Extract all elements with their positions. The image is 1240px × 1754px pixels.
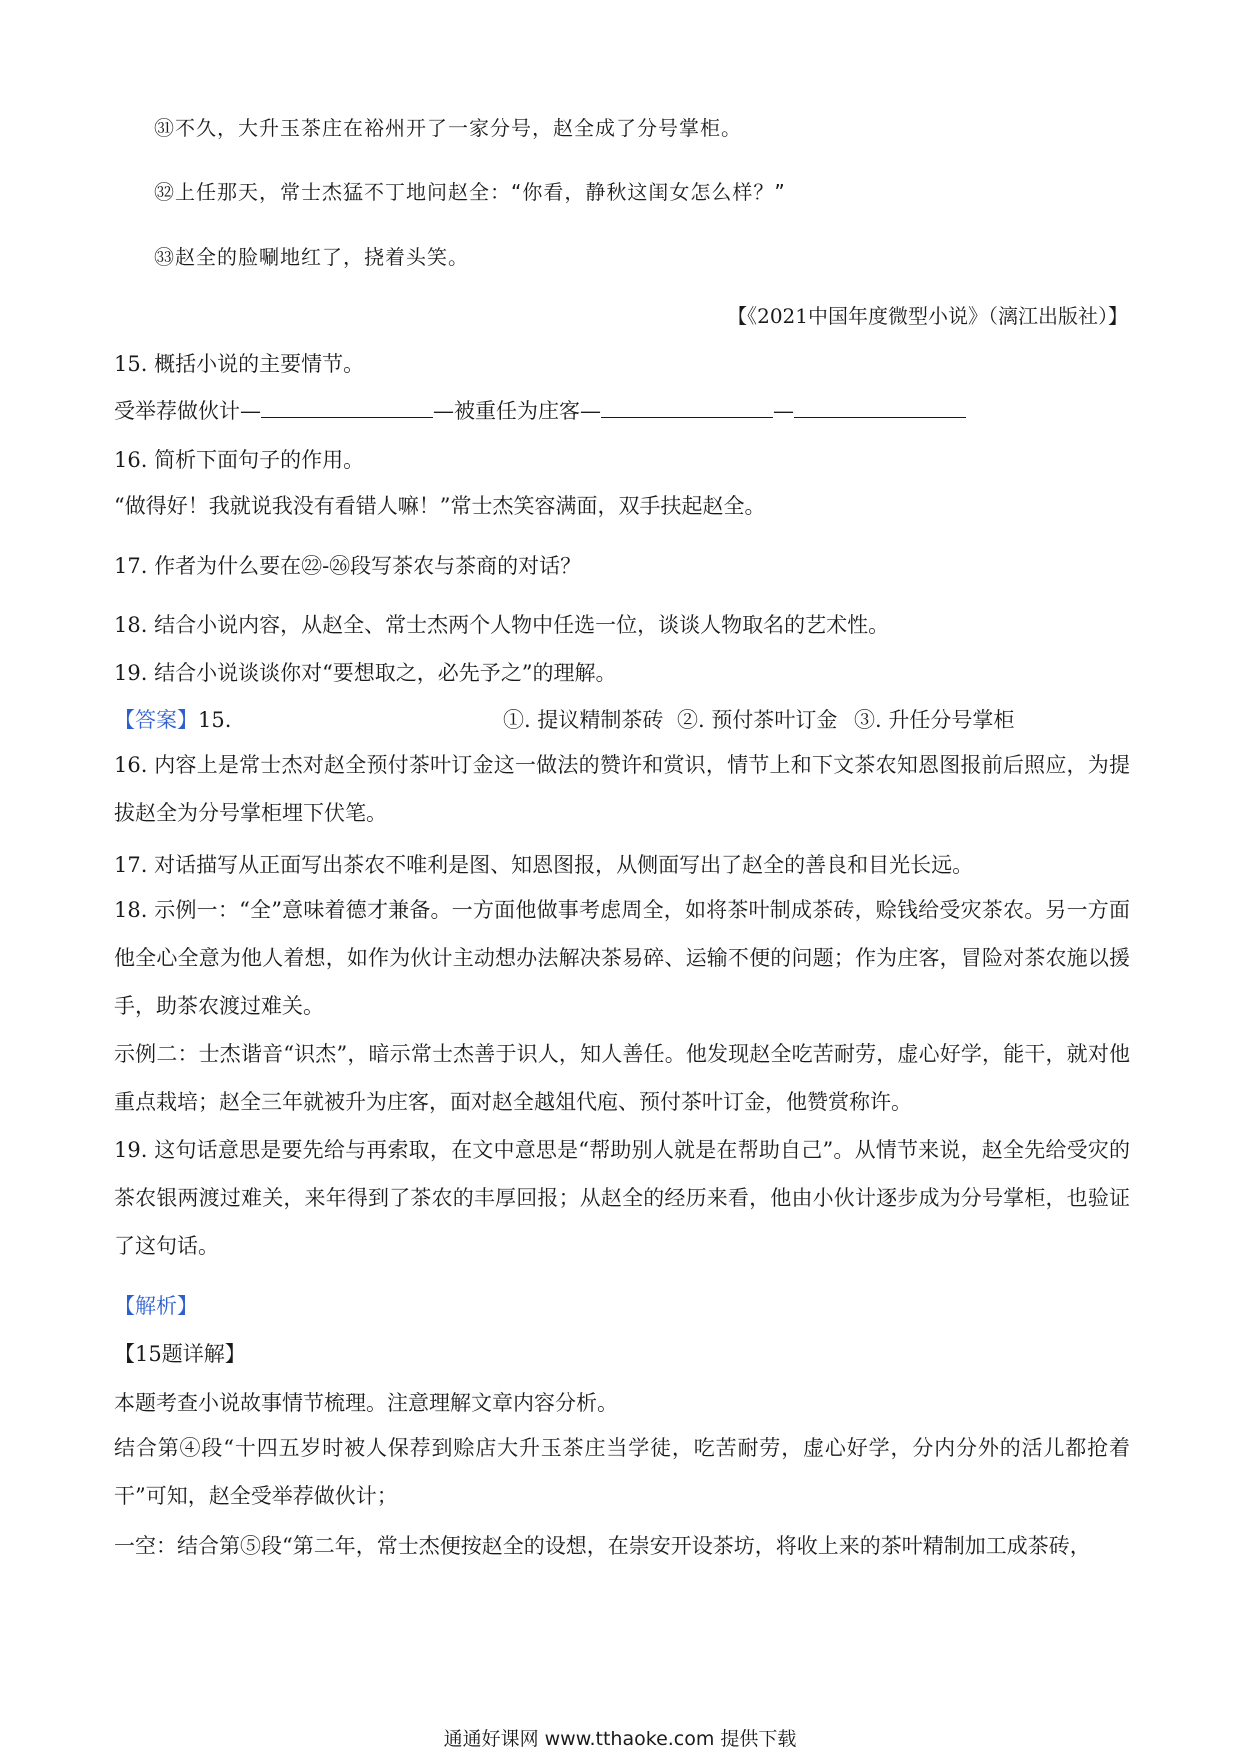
story-paragraph-32: ㉜上任那天，常士杰猛不丁地问赵全：“你看，静秋这闺女怎么样？” xyxy=(154,180,786,204)
story-paragraph-31: ㉛不久，大升玉茶庄在裕州开了一家分号，赵全成了分号掌柜。 xyxy=(154,116,742,140)
answer-label: 【答案】 xyxy=(114,708,198,732)
answer-17: 17. 对话描写从正面写出茶农不唯利是图、知恩图报，从侧面写出了赵全的善良和目光长远。 xyxy=(114,853,974,877)
answer-15-number: 15. xyxy=(198,708,232,732)
source-citation: 【《2021中国年度微型小说》（漓江出版社）】 xyxy=(727,304,1128,328)
question-19: 19. 结合小说谈谈你对“要想取之，必先予之”的理解。 xyxy=(114,661,617,685)
fill-middle: —被重任为庄客— xyxy=(433,399,601,423)
fill-dash: — xyxy=(773,399,794,423)
answer-15-item-1: ①. 提议精制茶砖 xyxy=(503,708,664,732)
analysis-label: 【解析】 xyxy=(114,1294,198,1318)
answer-18-example-2: 示例二：士杰谐音“识杰”，暗示常士杰善于识人，知人善任。他发现赵全吃苦耐劳，虚心好学，能干，就对他重点栽培；赵全三年就被升为庄客，面对赵全越俎代庖、预付茶叶订金，他赞赏称许。 xyxy=(114,1042,1130,1114)
answer-15-row xyxy=(114,706,1015,734)
answer-18-example-1: 18. 示例一：“全”意味着德才兼备。一方面他做事考虑周全，如将茶叶制成茶砖，赊钱给受灾茶农。另一方面他全心全意为他人着想，如作为伙计主动想办法解决茶易碎、运输不便的问题；作为庄客，冒险对茶农施以援手，助茶农渡过难关。 xyxy=(114,898,1130,1018)
analysis-15-paragraph-2: 结合第④段“十四五岁时被人保荐到赊店大升玉茶庄当学徒，吃苦耐劳，虚心好学，分内分外的活儿都抢着干”可知，赵全受举荐做伙计； xyxy=(114,1436,1130,1508)
analysis-15-heading: 【15题详解】 xyxy=(114,1342,246,1366)
analysis-15-paragraph-3: 一空：结合第⑤段“第二年，常士杰便按赵全的设想，在崇安开设茶坊，将收上来的茶叶精制加工成茶砖， xyxy=(114,1534,1091,1558)
fill-prefix: 受举荐做伙计— xyxy=(114,399,261,423)
question-17: 17. 作者为什么要在㉒-㉖段写茶农与茶商的对话？ xyxy=(114,554,582,578)
question-15-fill-line xyxy=(114,397,966,425)
answer-15-item-3: ③. 升任分号掌柜 xyxy=(854,708,1015,732)
answer-16: 16. 内容上是常士杰对赵全预付茶叶订金这一做法的赞许和赏识，情节上和下文茶农知恩图报前后照应，为提拔赵全为分号掌柜埋下伏笔。 xyxy=(114,753,1130,825)
answer-19: 19. 这句话意思是要先给与再索取，在文中意思是“帮助别人就是在帮助自己”。从情节来说，赵全先给受灾的茶农银两渡过难关，来年得到了茶农的丰厚回报；从赵全的经历来看，他由小伙计逐步成为分号掌柜，也验证了这句话。 xyxy=(114,1138,1130,1258)
story-paragraph-33: ㉝赵全的脸唰地红了，挠着头笑。 xyxy=(154,245,469,269)
question-18: 18. 结合小说内容，从赵全、常士杰两个人物中任选一位，谈谈人物取名的艺术性。 xyxy=(114,613,890,637)
answer-blank-1[interactable] xyxy=(261,399,433,418)
question-16: 16. 简析下面句子的作用。 xyxy=(114,448,365,472)
analysis-15-intro: 本题考查小说故事情节梳理。注意理解文章内容分析。 xyxy=(114,1391,618,1415)
question-15: 15. 概括小说的主要情节。 xyxy=(114,352,365,376)
answer-15-item-2: ②. 预付茶叶订金 xyxy=(677,708,838,732)
footer-watermark: 通通好课网 www.tthaoke.com 提供下载 xyxy=(443,1728,797,1750)
answer-blank-3[interactable] xyxy=(794,399,966,418)
answer-blank-2[interactable] xyxy=(601,399,773,418)
question-16-quote: “做得好！我就说我没有看错人嘛！”常士杰笑容满面，双手扶起赵全。 xyxy=(114,494,766,518)
